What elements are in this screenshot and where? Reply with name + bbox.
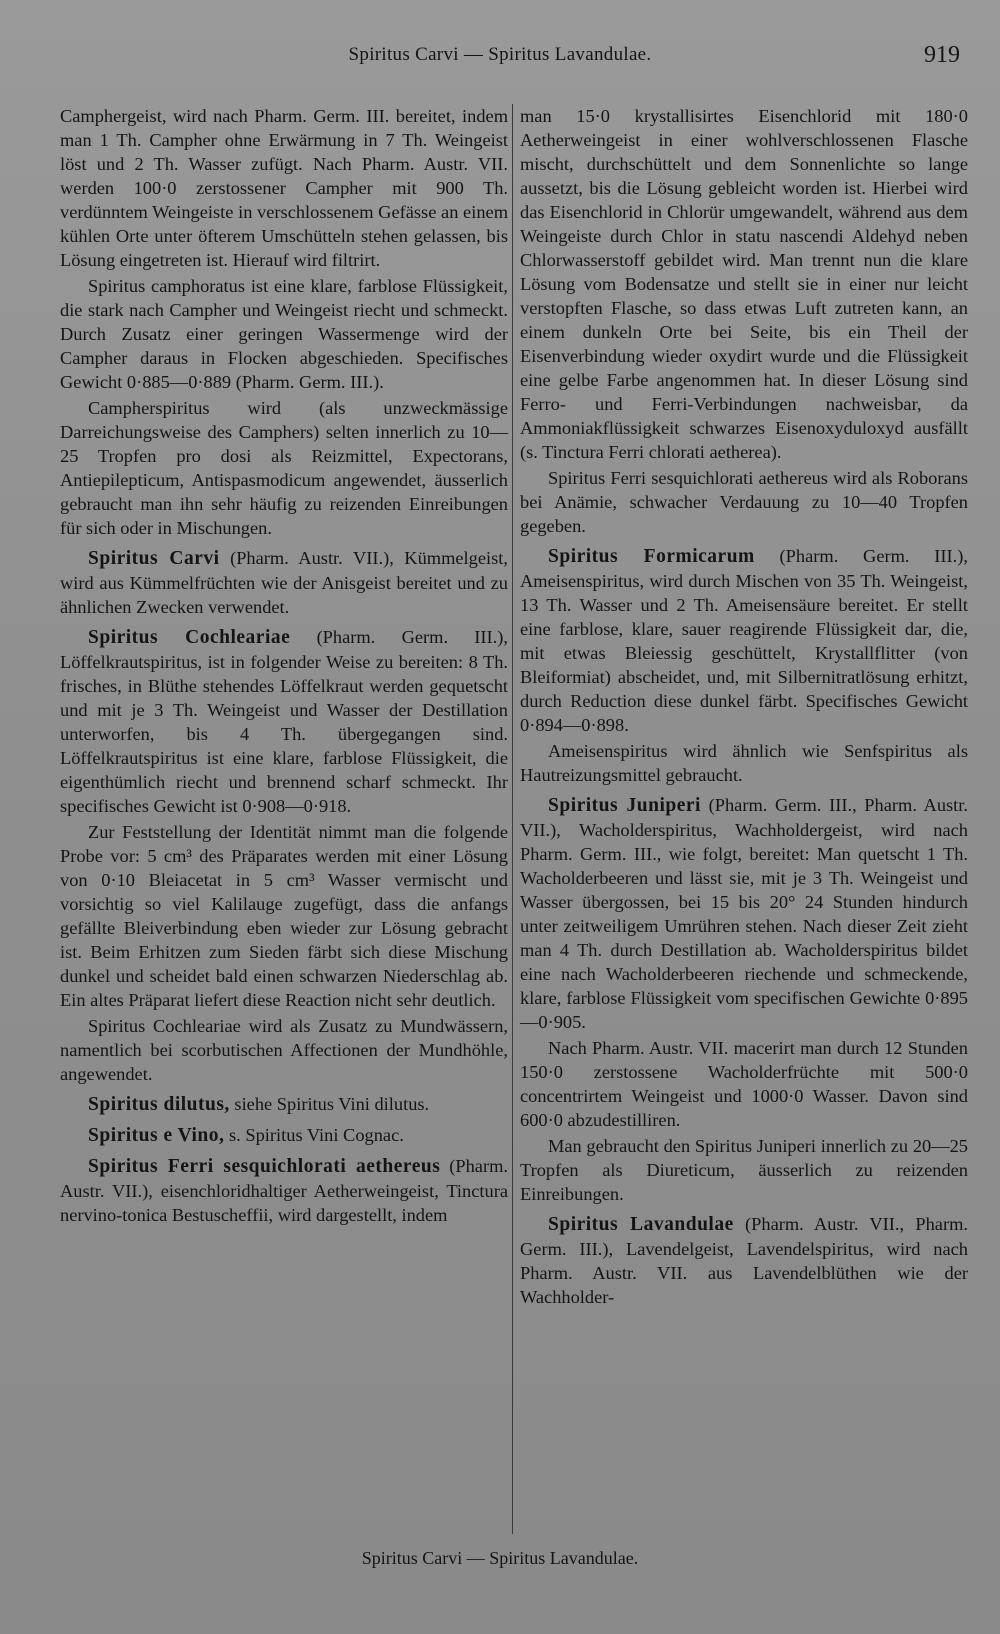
column-divider xyxy=(512,104,513,1534)
dictionary-entry xyxy=(60,625,508,818)
dictionary-entry xyxy=(60,546,508,619)
dictionary-entry xyxy=(520,544,968,737)
dictionary-entry xyxy=(520,1212,968,1309)
paragraph: Spiritus camphoratus ist eine klare, farblose Flüssigkeit, die stark nach Campher und Weingeist riecht und schmeckt. Durch Zusatz einer geringen Wassermenge wird der Campher daraus in Flocken abgeschieden. Specifisches Gewicht 0·885—0·889 (Pharm. Germ. III.). xyxy=(60,276,508,392)
dictionary-entry xyxy=(60,1154,508,1227)
entry-lemma: Spiritus Cochleariae xyxy=(88,627,291,648)
entry-text: s. Spiritus Vini Cognac. xyxy=(224,1125,404,1145)
entry-text: (Pharm. Germ. III., Pharm. Austr. VII.), Wacholderspiritus, Wachholdergeist, wird nach Pharm. Germ. III., wie folgt, bereitet: Man quetscht 1 Th. Wacholderbeeren und lässt sie, mit je 3 Th. Weingeist und Wasser übergossen, bei 15 bis 20° 24 Stunden hindurch unter zeitweiligem Umrühren stehen. Nach dieser Zeit zieht man 4 Th. durch Destillation ab. Wacholderspiritus bildet eine nach Wacholderbeeren riechende und schmeckende, klare, farblose Flüssigkeit vom specifischen Gewichte 0·895—0·905. xyxy=(520,795,969,1032)
running-head: Spiritus Carvi — Spiritus Lavandulae. xyxy=(348,44,652,65)
entry-lemma: Spiritus dilutus, xyxy=(88,1094,230,1115)
entry-text: (Pharm. Austr. VII.), Kümmelgeist, wird aus Kümmelfrüchten wie der Anisgeist bereitet und zu ähnlichen Zwecken verwendet. xyxy=(60,548,508,617)
entry-text: (Pharm. Germ. III.), Löffelkrautspiritus, ist in folgender Weise zu bereiten: 8 Th. frisches, in Blüthe stehendes Löffelkraut werden gequetscht und mit je 3 Th. Weingeist und Wasser der Destillation unterworfen, bis 4 Th. übergegangen sind. Löffelkrautspiritus ist eine klare, farblose Flüssigkeit, die eigenthümlich riecht und brennend scharf schmeckt. Ihr specifisches Gewicht ist 0·908—0·918. xyxy=(60,627,508,816)
paragraph: Man gebraucht den Spiritus Juniperi innerlich zu 20—25 Tropfen als Diureticum, äusserlich zu reizenden Einreibungen. xyxy=(520,1136,968,1204)
paragraph: Spiritus Cochleariae wird als Zusatz zu Mundwässern, namentlich bei scorbutischen Affectionen der Mundhöhle, angewendet. xyxy=(60,1016,508,1084)
dictionary-entry xyxy=(520,793,968,1034)
paragraph: Spiritus Ferri sesquichlorati aethereus wird als Roborans bei Anämie, schwacher Verdauung zu 10—40 Tropfen gegeben. xyxy=(520,468,968,536)
entry-text: siehe Spiritus Vini dilutus. xyxy=(229,1094,430,1114)
entry-text: (Pharm. Austr. VII., Pharm. Germ. III.), Lavendelgeist, Lavendelspiritus, wird nach Pharm. Austr. VII. aus Lavendelblüthen wie der Wachholder- xyxy=(520,1214,968,1307)
entry-lemma: Spiritus e Vino, xyxy=(88,1125,225,1146)
paragraph: Ameisenspiritus wird ähnlich wie Senfspiritus als Hautreizungsmittel gebraucht. xyxy=(520,741,968,785)
dictionary-entry xyxy=(60,1123,508,1148)
entry-text: (Pharm. Germ. III.), Ameisenspiritus, wird durch Mischen von 35 Th. Weingeist, 13 Th. Wasser und 2 Th. Ameisensäure bereitet. Er stellt eine farblose, klare, sauer reagirende Flüssigkeit dar, die, mit etwas Bleiessig geschüttelt, Krystallflitter (von Bleiformiat) abscheidet, und, mit Silbernitratlösung erhitzt, durch Reduction diese dunkel färbt. Specifisches Gewicht 0·894—0·898. xyxy=(520,546,968,735)
page-footer: Spiritus Carvi — Spiritus Lavandulae. xyxy=(361,1548,639,1568)
right-column xyxy=(520,104,968,1311)
entry-lemma: Spiritus Lavandulae xyxy=(548,1214,734,1235)
entry-lemma: Spiritus Formicarum xyxy=(548,546,755,567)
page-number: 919 xyxy=(924,42,960,68)
entry-lemma: Spiritus Juniperi xyxy=(548,795,701,816)
left-column xyxy=(60,104,508,1229)
paragraph: Nach Pharm. Austr. VII. macerirt man durch 12 Stunden 150·0 zerstossene Wacholderfrüchte mit 500·0 concentrirtem Weingeist und 1000·0 Wasser. Davon sind 600·0 abzudestilliren. xyxy=(520,1038,968,1130)
continued-paragraph: man 15·0 krystallisirtes Eisenchlorid mit 180·0 Aetherweingeist in einer wohlverschlossenen Flasche mischt, durchschüttelt und dem Sonnenlichte so lange aussetzt, bis die Lösung gebleicht worden ist. Hierbei wird das Eisenchlorid in Chlorür umgewandelt, während aus dem Weingeiste durch Chlor in statu nascendi Aldehyd neben Chlorwasserstoff gebildet wird. Man trennt nun die klare Lösung vom Bodensatze und stellt sie in einer nur leicht verstopften Flasche, so dass etwas Luft zutreten kann, an einem dunkeln Orte bei Seite, bis ein Theil der Eisenverbindung wieder oxydirt wurde und die Flüssigkeit eine gelbe Farbe angenommen hat. In dieser Lösung sind Ferro- und Ferri-Verbindungen nachweisbar, da Ammoniakflüssigkeit schwarzes Eisenoxyduloxyd ausfällt (s. Tinctura Ferri chlorati aetherea). xyxy=(520,106,968,462)
paragraph: Zur Feststellung der Identität nimmt man die folgende Probe vor: 5 cm³ des Präparates werden mit einer Lösung von 0·10 Bleiacetat in 5 cm³ Wasser vermischt und vorsichtig so viel Kalilauge zugefügt, dass die anfangs gefällte Bleiverbindung eben wieder zur Lösung gebracht ist. Beim Erhitzen zum Sieden färbt sich diese Mischung dunkel und scheidet bald einen schwarzen Niederschlag ab. Ein altes Präparat liefert diese Reaction nicht sehr deutlich. xyxy=(60,822,508,1010)
entry-lemma: Spiritus Ferri sesquichlorati aethereus xyxy=(88,1156,441,1177)
entry-lemma: Spiritus Carvi xyxy=(88,548,220,569)
entry-text: (Pharm. Austr. VII.), eisenchloridhaltiger Aetherweingeist, Tinctura nervino-tonica Bestuscheffii, wird dargestellt, indem xyxy=(60,1156,508,1225)
dictionary-entry xyxy=(60,1092,508,1117)
continued-paragraph: Camphergeist, wird nach Pharm. Germ. III. bereitet, indem man 1 Th. Campher ohne Erwärmung in 7 Th. Weingeist löst und 2 Th. Wasser zufügt. Nach Pharm. Austr. VII. werden 100·0 zerstossener Campher mit 900 Th. verdünntem Weingeiste in verschlossenem Gefässe an einem kühlen Orte unter öfterem Umschütteln stehen gelassen, bis Lösung eingetreten ist. Hierauf wird filtrirt. xyxy=(60,106,508,270)
paragraph: Campherspiritus wird (als unzweckmässige Darreichungsweise des Camphers) selten innerlich zu 10—25 Tropfen pro dosi als Reizmittel, Expectorans, Antiepilepticum, Antispasmodicum angewendet, äusserlich gebraucht man ihn sehr häufig zu reizenden Einreibungen für sich oder in Mischungen. xyxy=(60,398,508,538)
